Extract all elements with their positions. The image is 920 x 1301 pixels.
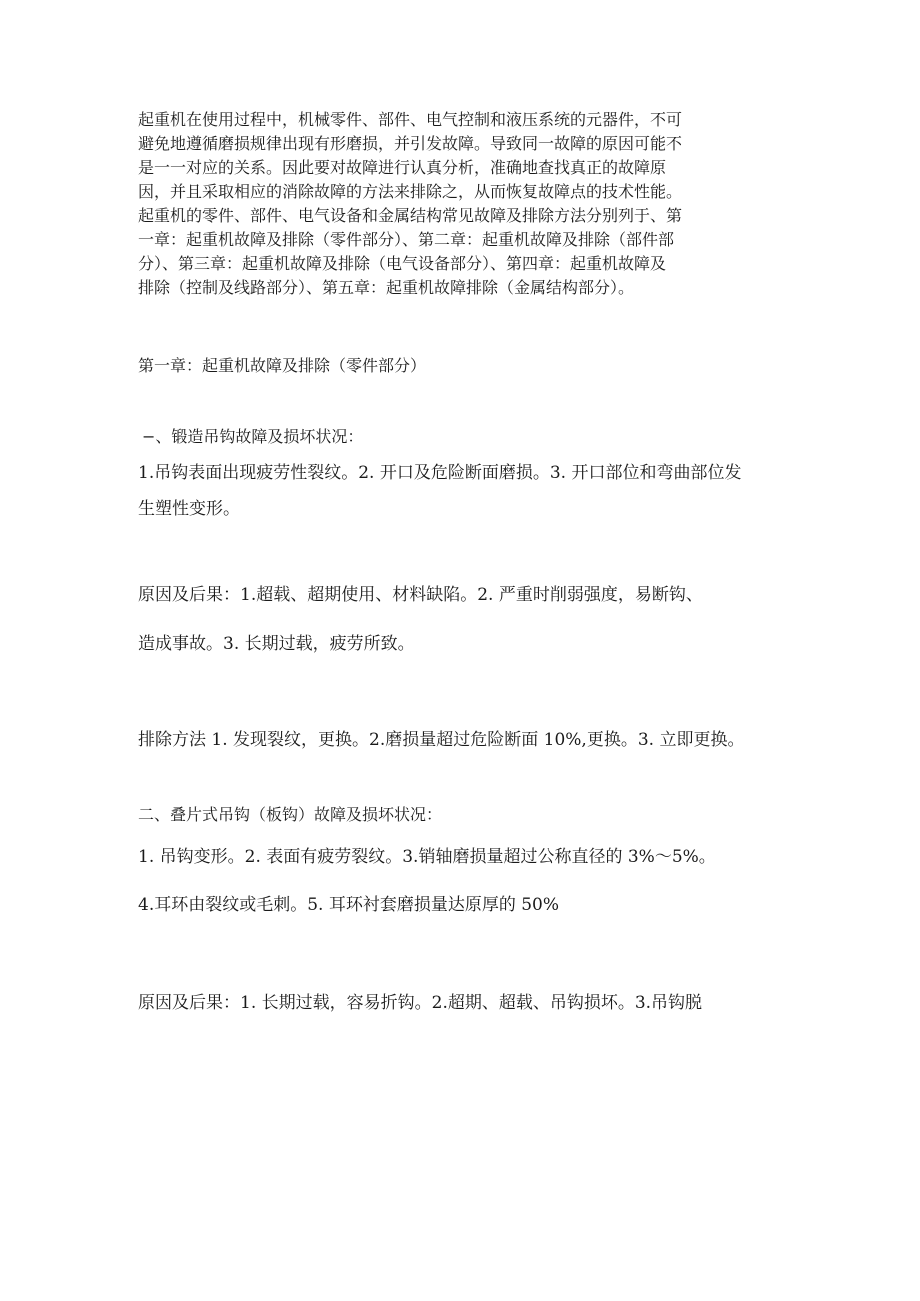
intro-line: 是一一对应的关系。因此要对故障进行认真分析，准确地查找真正的故障原 [138,158,667,177]
symptoms-line: 1.吊钩表面出现疲劳性裂纹。2. 开口及危险断面磨损。3. 开口部位和弯曲部位发 [138,463,742,483]
intro-line: 起重机在使用过程中，机械零件、部件、电气控制和液压系统的元器件，不可 [138,110,683,129]
intro-line: 避免地遵循磨损规律出现有形磨损，并引发故障。导致同一故障的原因可能不 [138,134,683,153]
causes-line: 原因及后果：1. 长期过载，容易折钩。2.超期、超载、吊钩损坏。3.吊钩脱 [138,993,703,1013]
intro-line: 起重机的零件、部件、电气设备和金属结构常见故障及排除方法分别列于、第 [138,206,683,225]
intro-line: 因，并且采取相应的消除故障的方法来排除之，从而恢复故障点的技术性能。 [138,182,683,201]
intro-line: 一章：起重机故障及排除（零件部分）、第二章：起重机故障及排除（部件部 [138,230,675,249]
symptoms-line: 4.耳环由裂纹或毛刺。5. 耳环衬套磨损量达原厚的 50% [138,895,560,915]
causes-line: 原因及后果：1.超载、超期使用、材料缺陷。2. 严重时削弱强度，易断钩、 [138,585,703,605]
chapter-title: 第一章：起重机故障及排除（零件部分） [138,356,427,375]
intro-line: 分）、第三章：起重机故障及排除（电气设备部分）、第四章：起重机故障及 [138,254,667,273]
remedy-line: 排除方法 1. 发现裂纹，更换。2.磨损量超过危险断面 10%,更换。3. 立即更换。 [138,730,745,750]
section-heading: 二、叠片式吊钩（板钩）故障及损坏状况： [138,805,443,824]
symptoms-line: 生塑性变形。 [138,499,240,519]
causes-line: 造成事故。3. 长期过载，疲劳所致。 [138,634,415,654]
symptoms-line: 1. 吊钩变形。2. 表面有疲劳裂纹。3.销轴磨损量超过公称直径的 3%～5%。 [138,847,716,867]
intro-paragraph [138,108,778,300]
section-heading: −、锻造吊钩故障及损坏状况： [142,427,364,446]
intro-line: 排除（控制及线路部分）、第五章：起重机故障排除（金属结构部分）。 [138,278,635,297]
